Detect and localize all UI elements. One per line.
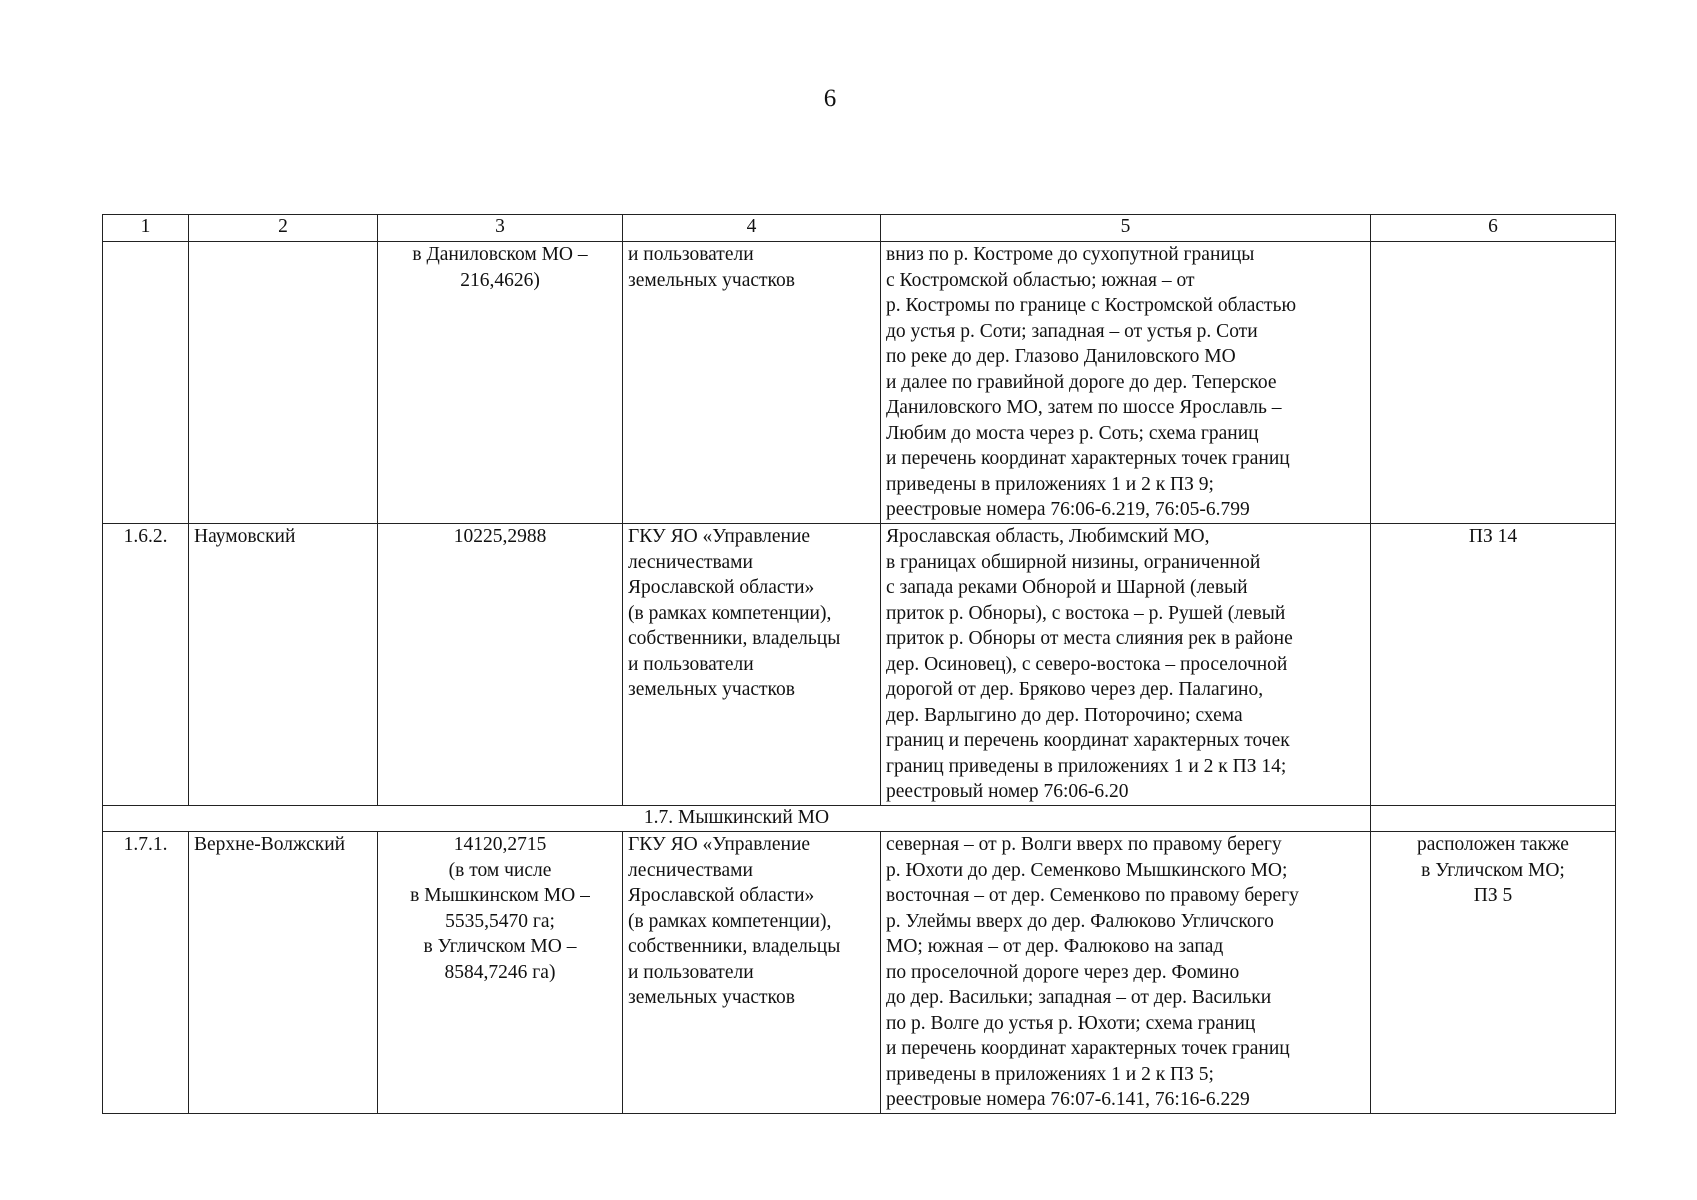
column-header: 2 (189, 215, 378, 242)
cell-line: с Костромской областью; южная – от (886, 269, 1195, 291)
cell-line: реестровые номера 76:06-6.219, 76:05-6.799 (886, 499, 1250, 520)
table-row (103, 242, 1616, 524)
name-cell: Верхне-Волжский (189, 832, 378, 1114)
row-number-cell: 1.6.2. (103, 524, 189, 806)
cell-line: земельных участков (628, 987, 795, 1008)
cell-line: ГКУ ЯО «Управление (628, 526, 811, 547)
cell-line: расположен также (1417, 834, 1569, 855)
name-cell (189, 242, 378, 524)
cell-line: ПЗ 14 (1468, 526, 1518, 547)
cell-line: (в рамках компетенции), (628, 602, 832, 624)
note-cell (1371, 242, 1616, 524)
cell-line: лесничествами (628, 551, 753, 573)
cell-line: границ приведены в приложениях 1 и 2 к ПЗ 14; (886, 755, 1287, 777)
note-cell (1371, 524, 1616, 806)
responsible-cell (623, 524, 881, 806)
area-cell (378, 242, 623, 524)
cell-line: Ярославской области» (628, 885, 815, 906)
cell-line: Даниловского МО, затем по шоссе Ярославль – (886, 397, 1282, 418)
cell-line: в Угличском МО; (1421, 859, 1565, 881)
table-row (103, 524, 1616, 806)
cell-line: и пользователи (628, 961, 754, 983)
column-header: 3 (378, 215, 623, 242)
cell-line: приведены в приложениях 1 и 2 к ПЗ 9; (886, 473, 1214, 495)
description-cell (881, 524, 1371, 806)
responsible-cell (623, 832, 881, 1114)
row-number-cell: 1.7.1. (103, 832, 189, 1114)
area-cell (378, 524, 623, 806)
cell-line: 5535,5470 га; (445, 910, 555, 932)
cell-line: и далее по гравийной дороге до дер. Теперское (886, 371, 1277, 393)
description-cell (881, 832, 1371, 1114)
cell-line: ГКУ ЯО «Управление (628, 834, 811, 855)
cell-line: лесничествами (628, 859, 753, 881)
cell-line: ПЗ 5 (1473, 885, 1513, 906)
note-cell (1371, 806, 1616, 832)
cell-line: в Угличском МО – (423, 936, 577, 957)
cell-line: собственники, владельцы (628, 936, 841, 957)
cell-line: (в том числе (448, 859, 552, 881)
cell-line: с запада реками Обнорой и Шарной (левый (886, 577, 1248, 598)
cell-line: северная – от р. Волги вверх по правому берегу (886, 834, 1282, 855)
column-header: 6 (1371, 215, 1616, 242)
cell-line: и перечень координат характерных точек границ (886, 448, 1290, 469)
name-cell: Наумовский (189, 524, 378, 806)
cell-line: приток р. Обноры от места слияния рек в районе (886, 628, 1293, 649)
description-cell (881, 242, 1371, 524)
column-header: 1 (103, 215, 189, 242)
cell-line: реестровый номер 76:06-6.20 (886, 781, 1129, 802)
area-cell (378, 832, 623, 1114)
cell-line: в Даниловском МО – (412, 244, 588, 265)
cell-line: и пользователи (628, 653, 754, 675)
boundaries-table (102, 214, 1616, 1114)
column-header: 5 (881, 215, 1371, 242)
cell-line: 14120,2715 (453, 834, 547, 855)
cell-line: и перечень координат характерных точек границ (886, 1038, 1290, 1059)
cell-line: Ярославской области» (628, 577, 815, 598)
table-header-row (103, 215, 1616, 242)
cell-line: восточная – от дер. Семенково по правому берегу (886, 885, 1299, 906)
cell-line: по р. Волге до устья р. Юхоти; схема границ (886, 1012, 1256, 1034)
cell-line: дорогой от дер. Бряково через дер. Палагино, (886, 679, 1264, 700)
cell-line: дер. Осиновец), с северо-востока – проселочной (886, 653, 1288, 675)
cell-line: до дер. Васильки; западная – от дер. Васильки (886, 987, 1272, 1008)
cell-line: земельных участков (628, 269, 795, 291)
cell-line: Ярославская область, Любимский МО, (886, 526, 1210, 547)
cell-line: МО; южная – от дер. Фалюково на запад (886, 936, 1224, 957)
cell-line: р. Костромы по границе с Костромской областью (886, 295, 1297, 316)
cell-line: 8584,7246 га) (444, 961, 556, 983)
section-row (103, 806, 1616, 832)
cell-line: приведены в приложениях 1 и 2 к ПЗ 5; (886, 1063, 1214, 1085)
cell-line: (в рамках компетенции), (628, 910, 832, 932)
cell-line: Любим до моста через р. Соть; схема границ (886, 422, 1259, 444)
cell-line: приток р. Обноры), с востока – р. Рушей (левый (886, 602, 1286, 624)
note-cell (1371, 832, 1616, 1114)
column-header: 4 (623, 215, 881, 242)
cell-line: 10225,2988 (453, 526, 547, 547)
cell-line: по реке до дер. Глазово Даниловского МО (886, 346, 1236, 367)
page-number: 6 (823, 85, 837, 112)
table-row (103, 832, 1616, 1114)
section-title: 1.7. Мышкинский МО (103, 806, 1371, 832)
cell-line: земельных участков (628, 679, 795, 700)
cell-line: границ и перечень координат характерных точек (886, 730, 1290, 751)
cell-line: в границах обширной низины, ограниченной (886, 551, 1261, 573)
cell-line: 216,4626) (460, 269, 540, 291)
cell-line: р. Улеймы вверх до дер. Фалюково Угличского (886, 910, 1274, 932)
cell-line: дер. Варлыгино до дер. Поторочино; схема (886, 704, 1243, 726)
cell-line: до устья р. Соти; западная – от устья р. Соти (886, 320, 1258, 342)
responsible-cell (623, 242, 881, 524)
cell-line: в Мышкинском МО – (410, 885, 590, 906)
cell-line: реестровые номера 76:07-6.141, 76:16-6.229 (886, 1089, 1250, 1110)
row-number-cell (103, 242, 189, 524)
cell-line: р. Юхоти до дер. Семенково Мышкинского МО; (886, 859, 1288, 881)
cell-line: вниз по р. Костроме до сухопутной границы (886, 244, 1255, 265)
cell-line: собственники, владельцы (628, 628, 841, 649)
cell-line: и пользователи (628, 244, 754, 265)
cell-line: по проселочной дороге через дер. Фомино (886, 961, 1240, 983)
